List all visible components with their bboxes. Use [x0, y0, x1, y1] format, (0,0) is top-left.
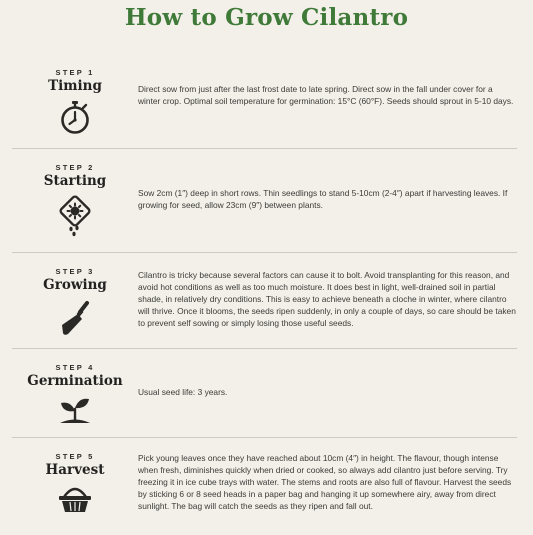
step-number: STEP 1 — [55, 68, 95, 77]
step-number: STEP 4 — [55, 363, 95, 372]
stopwatch-icon — [58, 100, 92, 136]
step-starting — [12, 161, 517, 251]
divider — [12, 148, 517, 149]
step-title: Growing — [43, 277, 107, 293]
step-timing — [12, 66, 517, 146]
divider — [12, 437, 517, 438]
step-description: Usual seed life: 3 years. — [138, 387, 228, 397]
trowel-icon — [58, 299, 92, 337]
step-description: Sow 2cm (1″) deep in short rows. Thin seedlings to stand 5-10cm (2-4″) apart if harvesting leaves. If growing for seed, allow 23cm (9″) between plants. — [138, 188, 508, 210]
step-title: Timing — [48, 78, 102, 94]
divider — [12, 348, 517, 349]
sprout-icon — [55, 395, 95, 427]
page-title: How to Grow Cilantro — [124, 4, 409, 31]
step-description: Pick young leaves once they have reached about 10cm (4″) in height. The flavour, though intense when fresh, diminishes quickly when dried or cooked, so always add cilantro just before serving. Try freezing it in ice cube trays with water. The stems and roots are also full of flavour. Harvest the seeds by sticking 6 or 8 seed heads in a paper bag and hanging it up somewhere airy, away from direct sunlight. The bag will catch the seeds as they ripen and fall out. — [138, 453, 512, 511]
step-number: STEP 2 — [55, 163, 95, 172]
basket-icon — [56, 484, 94, 514]
step-title: Starting — [43, 173, 107, 189]
step-title: Harvest — [45, 462, 105, 478]
step-germination — [12, 361, 517, 433]
step-description: Direct sow from just after the last frost date to late spring. Direct sow in the fall under cover for a winter crop. Optimal soil temperature for germination: 15°C (60°F). Seeds should sprout in 5-10 days. — [138, 84, 514, 106]
step-growing — [12, 265, 517, 347]
divider — [12, 252, 517, 253]
step-number: STEP 3 — [55, 267, 95, 276]
step-description: Cilantro is tricky because several factors can cause it to bolt. Avoid transplanting for this reason, and avoid hot conditions as well as too much moisture. It does best in light, well-drained soil in partial shade, in relatively dry conditions. This is easy to achieve beneath a cloche in winter, where cilantro will thrive. Once it blooms, the seeds ripen suddenly, in only a couple of days, so care should be taken to prevent self sowing or simply losing those useful seeds. — [138, 270, 516, 328]
step-title: Germination — [27, 373, 123, 389]
seed-packet-icon — [57, 195, 93, 237]
step-harvest — [12, 450, 517, 535]
step-number: STEP 5 — [55, 452, 95, 461]
